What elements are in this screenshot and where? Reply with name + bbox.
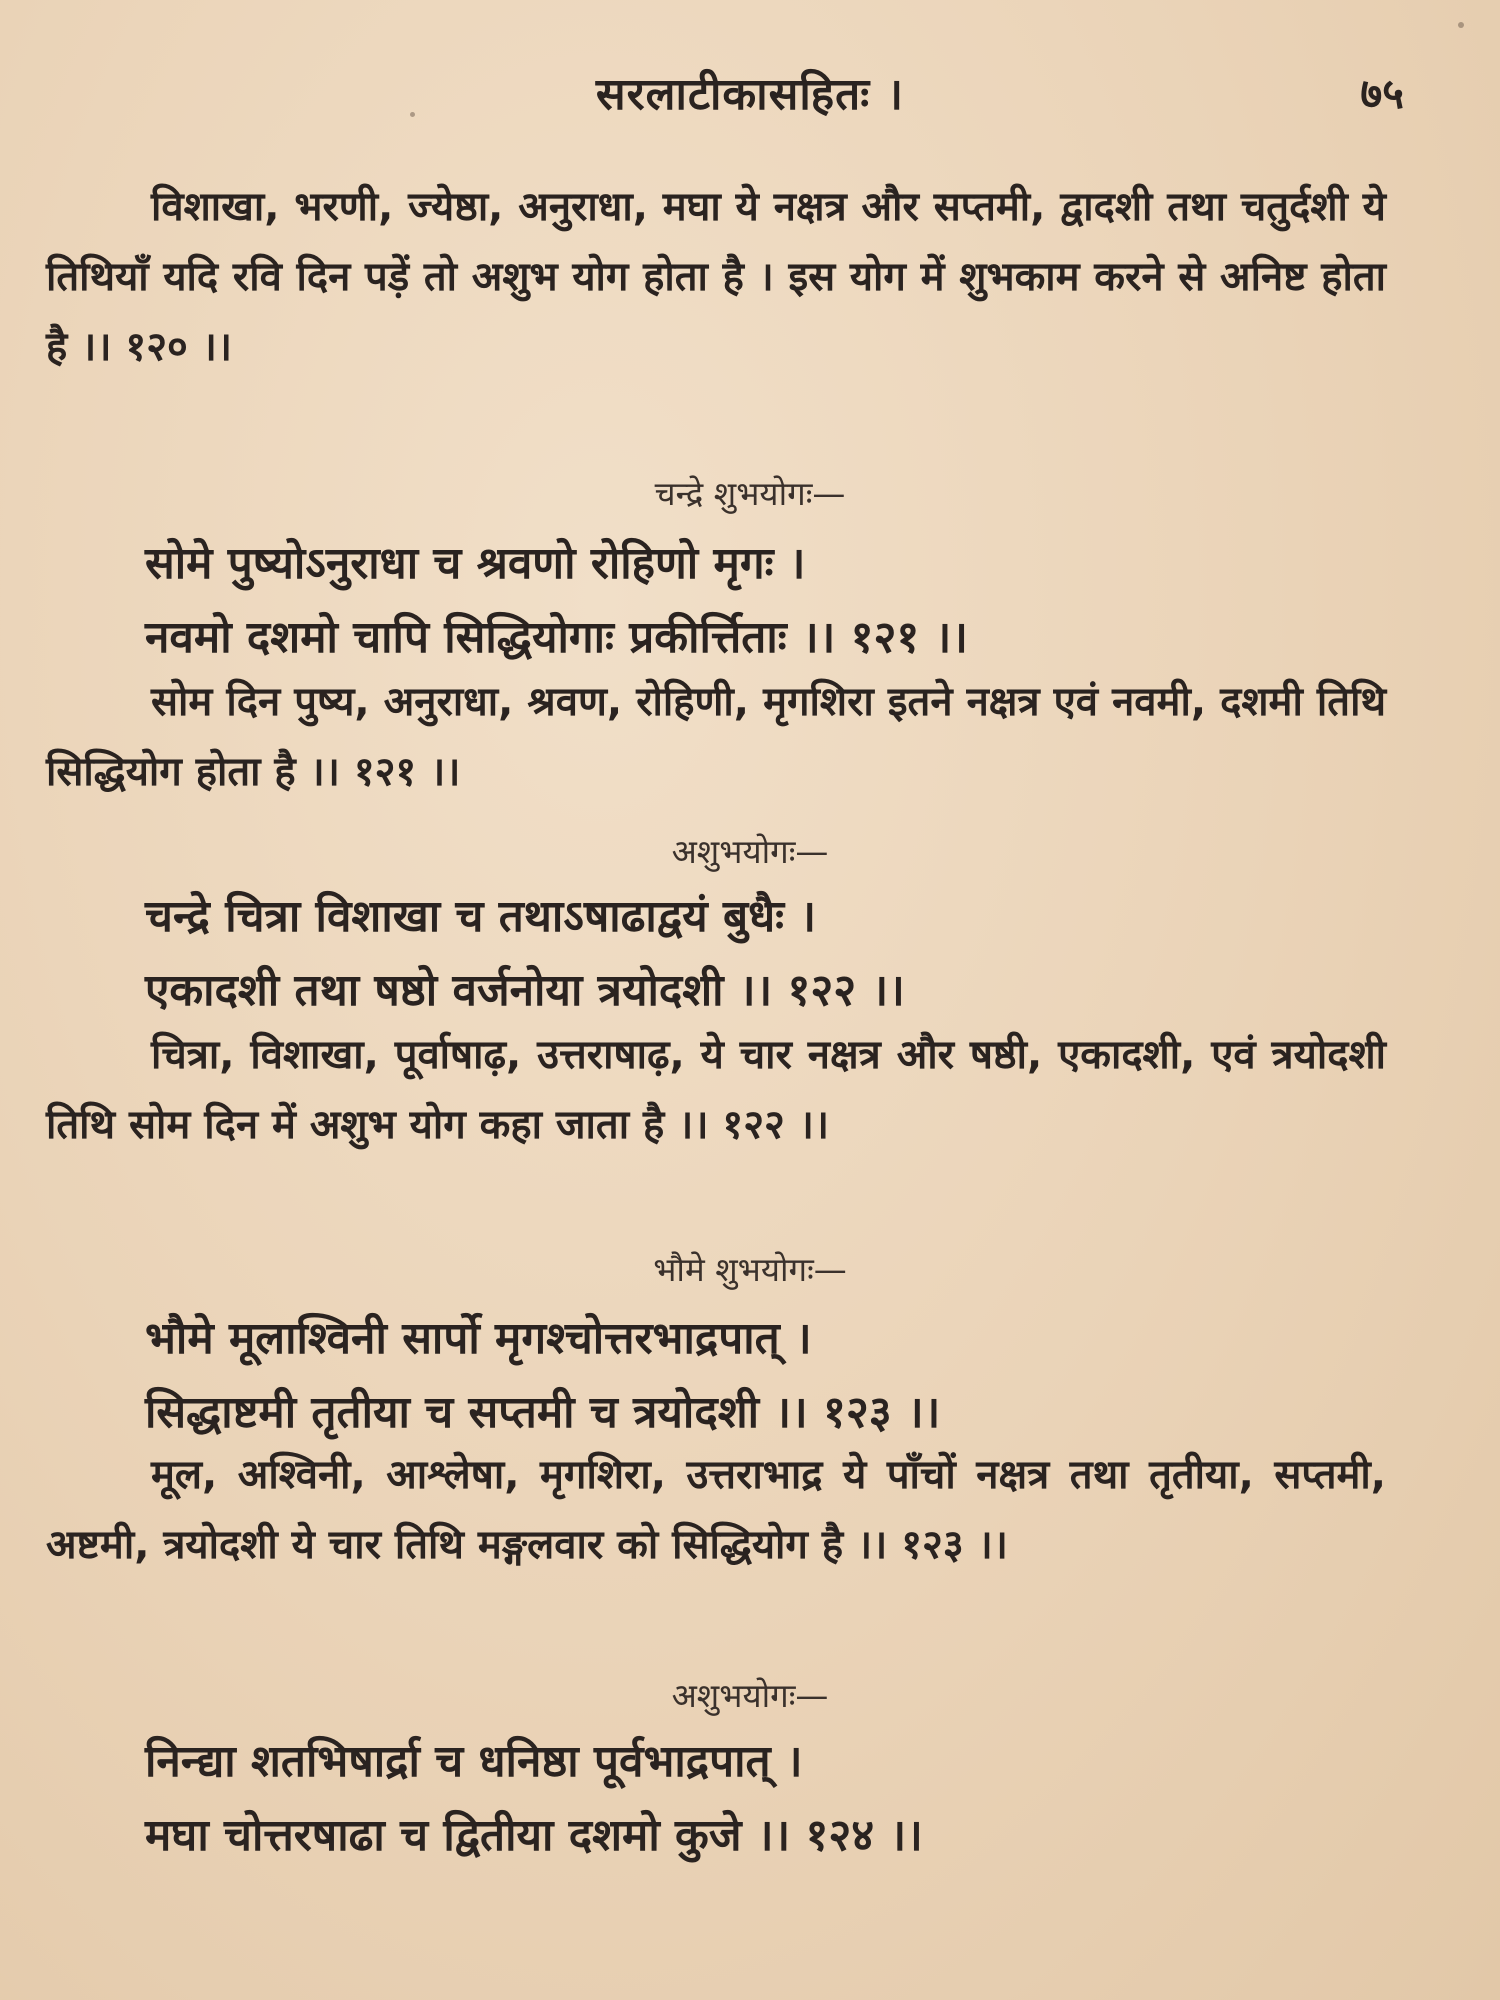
verse-line: चन्द्रे चित्रा विशाखा च तथाऽषाढाद्वयं बुधैः । xyxy=(145,891,817,942)
verse-line: नवमो दशमो चापि सिद्धियोगाः प्रकीर्त्तिताः ।। १२१ ।। xyxy=(145,612,968,663)
verse-123 xyxy=(145,1302,1405,1450)
commentary-121: सोम दिन पुष्य, अनुराधा, श्रवण, रोहिणी, मृगशिरा इतने नक्षत्र एवं नवमी, दशमी तिथि सिद्धियोग होता है ।। १२१ ।। xyxy=(46,679,1386,795)
commentary-120: विशाखा, भरणी, ज्येष्ठा, अनुराधा, मघा ये नक्षत्र और सप्तमी, द्वादशी तथा चतुर्दशी ये तिथियाँ यदि रवि दिन पड़ें तो अशुभ योग होता है । इस योग में शुभकाम करने से अनिष्ट होता है ।। १२० ।। xyxy=(46,184,1386,370)
verse-122 xyxy=(145,880,1405,1028)
verse-121 xyxy=(145,527,1405,675)
running-title: सरलाटीकासहितः । xyxy=(595,69,905,120)
verse-line: सोमे पुष्योऽनुराधा च श्रवणो रोहिणो मृगः । xyxy=(145,538,806,589)
section-heading-chandre-shubhayoga: चन्द्रे शुभयोगः— xyxy=(654,474,846,513)
section-heading-ashubhayoga: अशुभयोगः— xyxy=(671,832,829,871)
section-heading-ashubhayoga-2: अशुभयोगः— xyxy=(671,1676,829,1715)
verse-line: निन्द्या शतभिषार्द्रा च धनिष्ठा पूर्वभाद्रपात् । xyxy=(145,1736,803,1787)
verse-line: एकादशी तथा षष्ठो वर्जनोया त्रयोदशी ।। १२२ ।। xyxy=(145,965,905,1016)
commentary-123: मूल, अश्विनी, आश्लेषा, मृगशिरा, उत्तराभाद्र ये पाँचों नक्षत्र तथा तृतीया, सप्तमी, अष्टमी, त्रयोदशी ये चार तिथि मङ्गलवार को सिद्धियोग है ।। १२३ ।। xyxy=(46,1452,1386,1568)
verse-124 xyxy=(145,1725,1405,1873)
page-header xyxy=(0,52,1500,122)
verse-line: मघा चोत्तरषाढा च द्वितीया दशमो कुजे ।। १२४ ।। xyxy=(145,1810,923,1861)
verse-line: भौमे मूलाश्विनी सार्पो मृगश्चोत्तरभाद्रपात् । xyxy=(145,1313,812,1364)
page-number: ७५ xyxy=(1360,69,1404,118)
commentary-122: चित्रा, विशाखा, पूर्वाषाढ़, उत्तराषाढ़, ये चार नक्षत्र और षष्ठी, एकादशी, एवं त्रयोदशी तिथि सोम दिन में अशुभ योग कहा जाता है ।। १२२ ।। xyxy=(46,1032,1386,1148)
ink-speck xyxy=(1458,22,1464,28)
verse-line: सिद्धाष्टमी तृतीया च सप्तमी च त्रयोदशी ।। १२३ ।। xyxy=(145,1387,941,1438)
section-heading-bhaume-shubhayoga: भौमे शुभयोगः— xyxy=(653,1250,847,1289)
